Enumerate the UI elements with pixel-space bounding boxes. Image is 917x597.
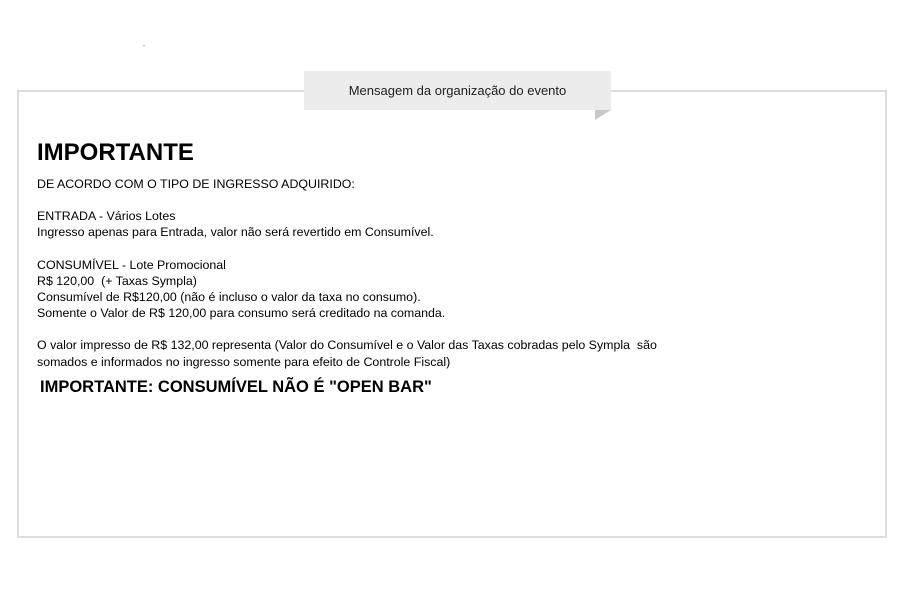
spacer: [37, 241, 737, 257]
consumivel-credit: Somente o Valor de R$ 120,00 para consumo será creditado na comanda.: [37, 306, 446, 321]
open-bar-warning: IMPORTANTE: CONSUMÍVEL NÃO É "OPEN BAR": [40, 377, 432, 396]
entrada-heading: ENTRADA - Vários Lotes: [37, 209, 176, 224]
entrada-description: Ingresso apenas para Entrada, valor não será revertido em Consumível.: [37, 225, 434, 240]
consumivel-price: R$ 120,00 (+ Taxas Sympla): [37, 273, 197, 288]
intro-text: DE ACORDO COM O TIPO DE INGRESSO ADQUIRIDO:: [37, 177, 355, 191]
ribbon-label: Mensagem da organização do evento: [348, 83, 567, 98]
message-content: [37, 139, 737, 397]
fiscal-line-2: somados e informados no ingresso somente para efeito de Controle Fiscal): [37, 354, 451, 369]
organizer-message-ribbon: [304, 71, 611, 110]
spacer: [37, 321, 737, 337]
fiscal-line-1: O valor impresso de R$ 132,00 representa (Valor do Consumível e o Valor das Taxas cobradas pelo Sympla são: [37, 338, 657, 353]
message-title: IMPORTANTE: [37, 139, 194, 166]
consumivel-detail: Consumível de R$120,00 (não é incluso o valor da taxa no consumo).: [37, 290, 421, 305]
decorative-dot: [143, 45, 145, 46]
consumivel-heading: CONSUMÍVEL - Lote Promocional: [37, 257, 226, 272]
ribbon-fold-corner: [595, 110, 611, 120]
spacer: [37, 192, 737, 208]
